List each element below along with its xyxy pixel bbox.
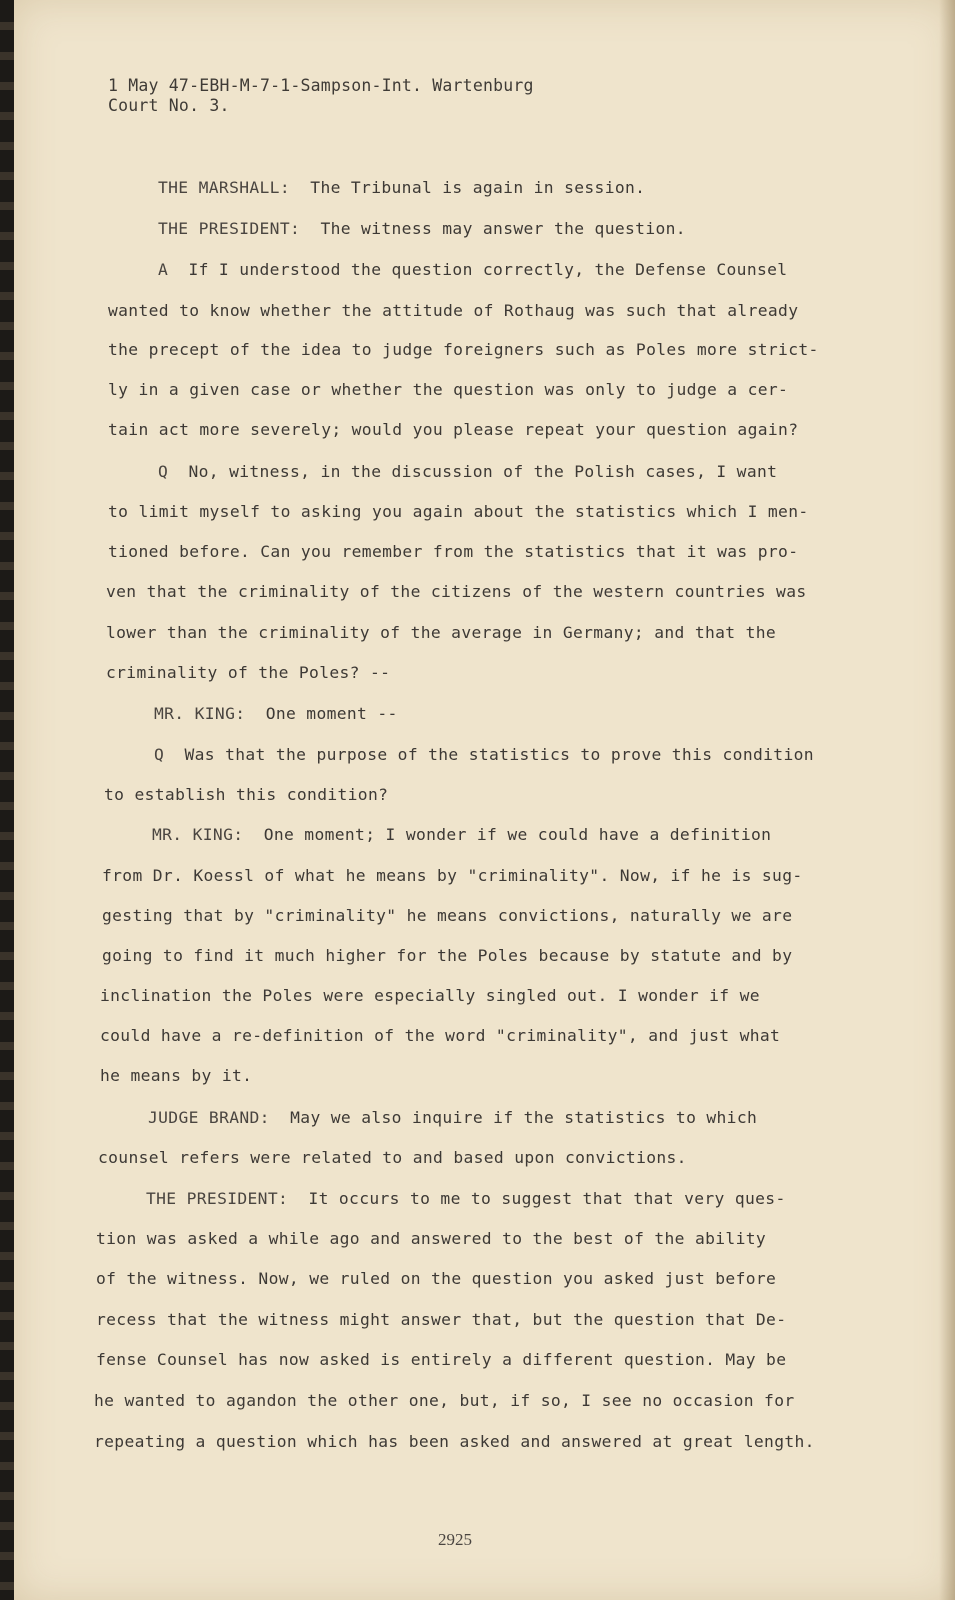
transcript-line [108,420,798,439]
speaker-label: MR. KING: [154,704,246,723]
speaker-label: JUDGE BRAND: [148,1108,270,1127]
line-text: May we also inquire if the statistics to which [290,1108,758,1127]
transcript-line [96,1310,786,1329]
line-text: recess that the witness might answer that, but the question that De- [96,1310,787,1329]
transcript-line [102,946,792,965]
document-header [108,76,534,116]
line-text: going to find it much higher for the Poles because by statute and by [102,946,793,965]
transcript-line [108,542,798,561]
transcript-line [154,745,814,764]
line-text: ven that the criminality of the citizens of the western countries was [106,582,807,601]
header-line-2: Court No. 3. [108,96,230,115]
transcript-line [104,785,388,804]
line-text: The witness may answer the question. [320,219,686,238]
line-text: It occurs to me to suggest that that very ques- [308,1189,786,1208]
binding-edge [0,0,14,1600]
line-text: fense Counsel has now asked is entirely a different question. May be [96,1350,787,1369]
transcript-line [106,623,776,642]
line-text: gesting that by "criminality" he means convictions, naturally we are [102,906,793,925]
transcript-line [158,219,686,238]
transcript-line [158,462,777,481]
page-edge-shadow [939,0,955,1600]
line-text: from Dr. Koessl of what he means by "criminality". Now, if he is sug- [102,866,803,885]
line-text: tion was asked a while ago and answered to the best of the ability [96,1229,767,1248]
transcript-line [108,340,819,359]
line-text: wanted to know whether the attitude of Rothaug was such that already [108,301,799,320]
line-text: No, witness, in the discussion of the Polish cases, I want [188,462,778,481]
line-text: If I understood the question correctly, the Defense Counsel [188,260,788,279]
line-text: he wanted to agandon the other one, but, if so, I see no occasion for [94,1391,795,1410]
line-text: the precept of the idea to judge foreigners such as Poles more strict- [108,340,819,359]
line-text: to establish this condition? [104,785,389,804]
transcript-line [148,1108,757,1127]
line-text: criminality of the Poles? -- [106,663,391,682]
transcript-line [96,1229,766,1248]
transcript-line [108,502,809,521]
line-text: One moment; I wonder if we could have a definition [263,825,772,844]
line-text: tain act more severely; would you please repeat your question again? [108,420,799,439]
line-text: counsel refers were related to and based upon convictions. [98,1148,687,1167]
transcript-line [100,1066,252,1085]
speaker-label: THE PRESIDENT: [158,219,301,238]
line-text: he means by it. [100,1066,253,1085]
transcript-line [108,301,798,320]
speaker-label: MR. KING: [152,825,244,844]
line-text: inclination the Poles were especially singled out. I wonder if we [100,986,760,1005]
transcript-line [102,866,803,885]
line-text: ly in a given case or whether the question was only to judge a cer- [108,380,789,399]
transcript-line [106,582,807,601]
speaker-label: Q [154,745,165,764]
document-page [14,0,955,1600]
speaker-label: THE MARSHALL: [158,178,290,197]
transcript-line [102,906,792,925]
transcript-line [106,663,390,682]
speaker-label: THE PRESIDENT: [146,1189,289,1208]
transcript-line [100,986,760,1005]
transcript-line [158,260,787,279]
transcript-line [94,1391,795,1410]
transcript-line [108,380,788,399]
line-text: The Tribunal is again in session. [310,178,646,197]
transcript-line [100,1026,780,1045]
transcript-line [98,1148,687,1167]
speaker-label: A [158,260,169,279]
line-text: lower than the criminality of the average in Germany; and that the [106,623,777,642]
header-line-1: 1 May 47-EBH-M-7-1-Sampson-Int. Wartenburg [108,76,534,95]
page-number: 2925 [438,1530,472,1549]
line-text: One moment -- [265,704,398,723]
transcript-line [154,704,398,723]
line-text: could have a re-definition of the word "criminality", and just what [100,1026,781,1045]
line-text: repeating a question which has been asked and answered at great length. [94,1432,815,1451]
line-text: tioned before. Can you remember from the statistics that it was pro- [108,542,799,561]
line-text: of the witness. Now, we ruled on the question you asked just before [96,1269,777,1288]
line-text: Was that the purpose of the statistics to prove this condition [184,745,814,764]
transcript-line [158,178,645,197]
speaker-label: Q [158,462,169,481]
transcript-line [152,825,771,844]
transcript-line [146,1189,786,1208]
line-text: to limit myself to asking you again about the statistics which I men- [108,502,809,521]
transcript-line [94,1432,815,1451]
transcript-line [96,1269,776,1288]
transcript-line [96,1350,786,1369]
